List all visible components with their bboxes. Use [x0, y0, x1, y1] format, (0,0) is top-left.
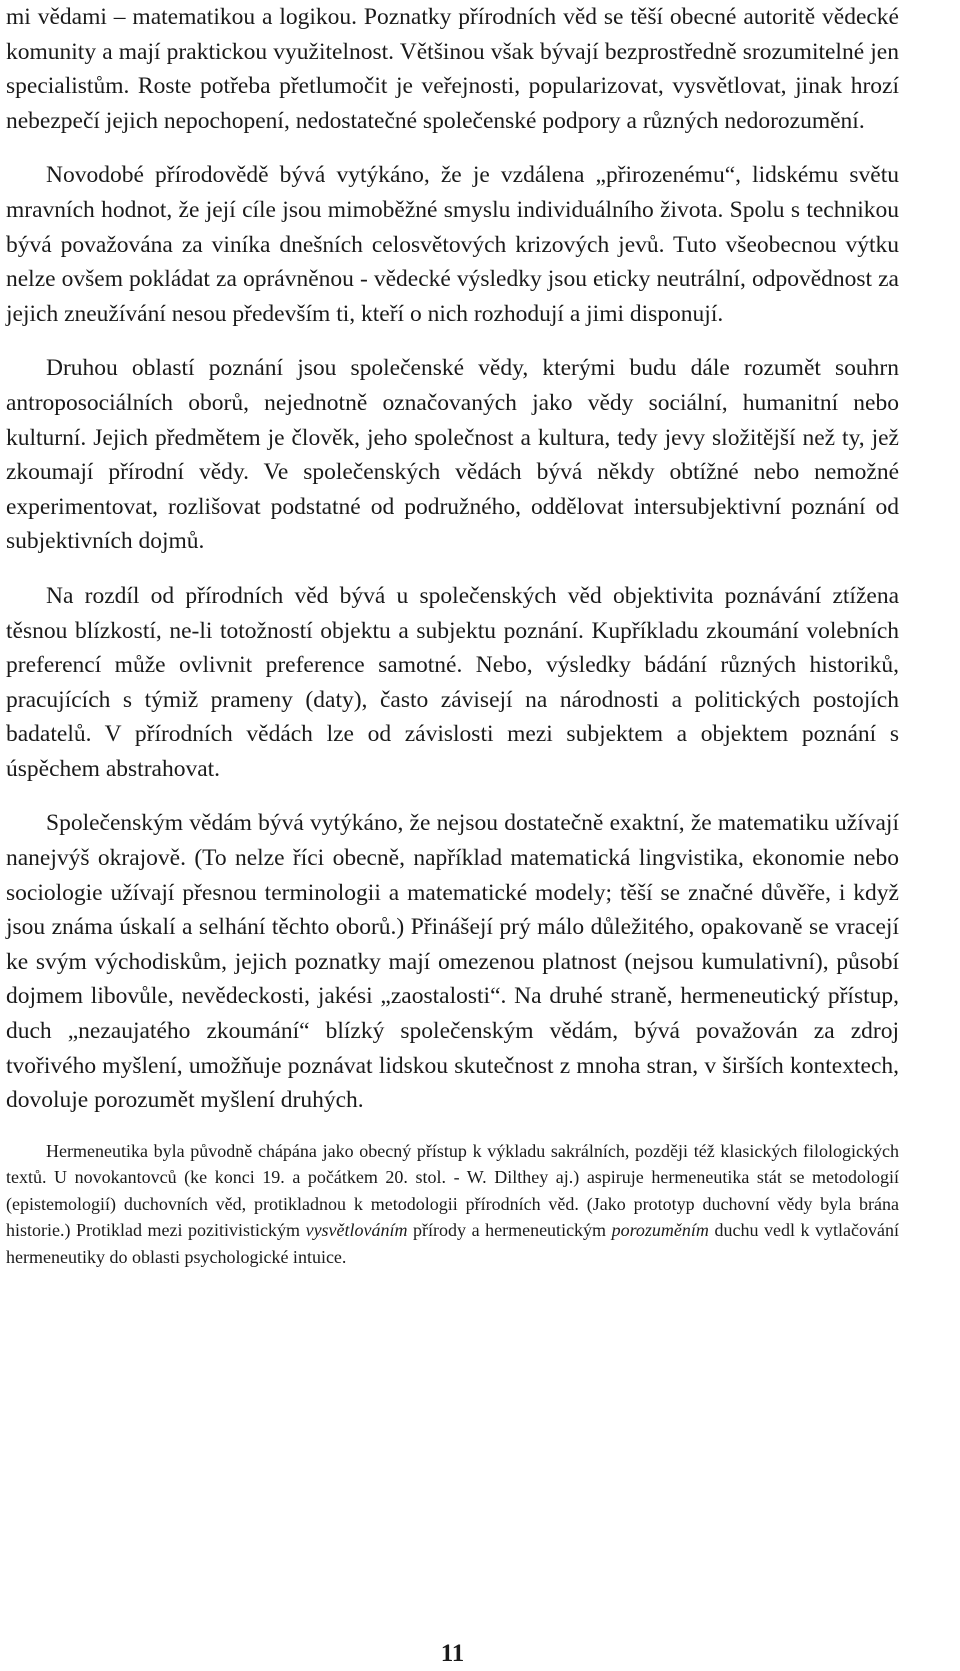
paragraph-natural-science-criticism: Novodobé přírodovědě bývá vytýkáno, že je vzdálena „přirozenému“, lidskému světu mravních hodnot, že její cíle jsou mimoběžné smyslu individuálního života. Spolu s technikou bývá považována za viníka dnešních celosvětových krizových jevů. Tuto všeobecnou výtku nelze ovšem pokládat za oprávněnou - vědecké výsledky jsou eticky neutrální, odpovědnost za jejich zneužívání nesou především ti, kteří o nich rozhodují a jimi disponují.: [6, 162, 899, 327]
note-text-2: přírody a hermeneutickým: [407, 1220, 612, 1241]
note-emphasis-explanation: vysvětlováním: [305, 1220, 408, 1241]
hermeneutics-note: [6, 1138, 899, 1271]
paragraph-continuation: mi vědami – matematikou a logikou. Poznatky přírodních věd se těší obecné autoritě vědecké komunity a mají praktickou využitelnost. Většinou však bývají bezprostředně srozumitelné jen specialistům. Roste potřeba přetlumočit je veřejnosti, popularizovat, vysvětlovat, jinak hrozí nebezpečí jejich nepochopení, nedostatečné společenské podpory a různých nedorozumění.: [6, 4, 899, 134]
note-text-3: duchu vedl k vytlačování hermeneutiky do oblasti psychologické intuice.: [6, 1220, 900, 1267]
paragraph-objectivity: Na rozdíl od přírodních věd bývá u společenských věd objektivita poznávání ztížena těsnou blízkostí, ne-li totožností objektu a subjektu poznání. Kupříkladu zkoumání volebních preferencí může ovlivnit preference samotné. Nebo, výsledky bádání různých historiků, pracujících s týmiž prameny (daty), často závisejí na národnosti a politických postojích badatelů. V přírodních vědách lze od závislosti mezi subjektem a objektem poznání s úspěchem abstrahovat.: [6, 582, 899, 782]
note-text-1: Hermeneutika byla původně chápána jako obecný přístup k výkladu sakrálních, později též klasických filologických textů. U novokantovců (ke konci 19. a počátkem 20. stol. - W. Dilthey aj.) aspiruje hermeneutika stát se metodologií (epistemologií) duchovních věd, protikladnou k metodologii přírodních věd. (Jako prototyp duchovní vědy byla brána historie.) Protiklad mezi pozitivistickým: [6, 1140, 899, 1241]
note-emphasis-understanding: porozuměním: [611, 1220, 709, 1241]
page-number: 11: [440, 1640, 465, 1667]
paragraph-social-science-criticism: Společenským vědám bývá vytýkáno, že nejsou dostatečně exaktní, že matematiku užívají nanejvýš okrajově. (To nelze říci obecně, například matematická lingvistika, ekonomie nebo sociologie užívají přesnou terminologii a matematické modely; těší se značné důvěře, i když jsou známa úskalí a selhání těchto oborů.) Přinášejí prý málo důležitého, opakovaně se vracejí ke svým východiskům, jejich poznatky mají omezenou platnost (nejsou kumulativní), působí dojmem libovůle, nevědeckosti, jakési „zaostalosti“. Na druhé straně, hermeneutický přístup, duch „nezaujatého zkoumání“ blízký společenským vědám, bývá považován za zdroj tvořivého myšlení, umožňuje poznávat lidskou skutečnost z mnoha stran, v širších kontextech, dovoluje porozumět myšlení druhých.: [6, 810, 899, 1114]
book-page: [6, 0, 899, 1671]
paragraph-social-sciences: Druhou oblastí poznání jsou společenské vědy, kterými budu dále rozumět souhrn antroposociálních oborů, nejednotně označovaných jako vědy sociální, humanitní nebo kulturní. Jejich předmětem je člověk, jeho společnost a kultura, tedy jevy složitější než ty, jež zkoumají přírodní vědy. Ve společenských vědách bývá někdy obtížné nebo nemožné experimentovat, rozlišovat podstatné od podružného, oddělovat intersubjektivní poznání od subjektivních dojmů.: [6, 355, 899, 555]
